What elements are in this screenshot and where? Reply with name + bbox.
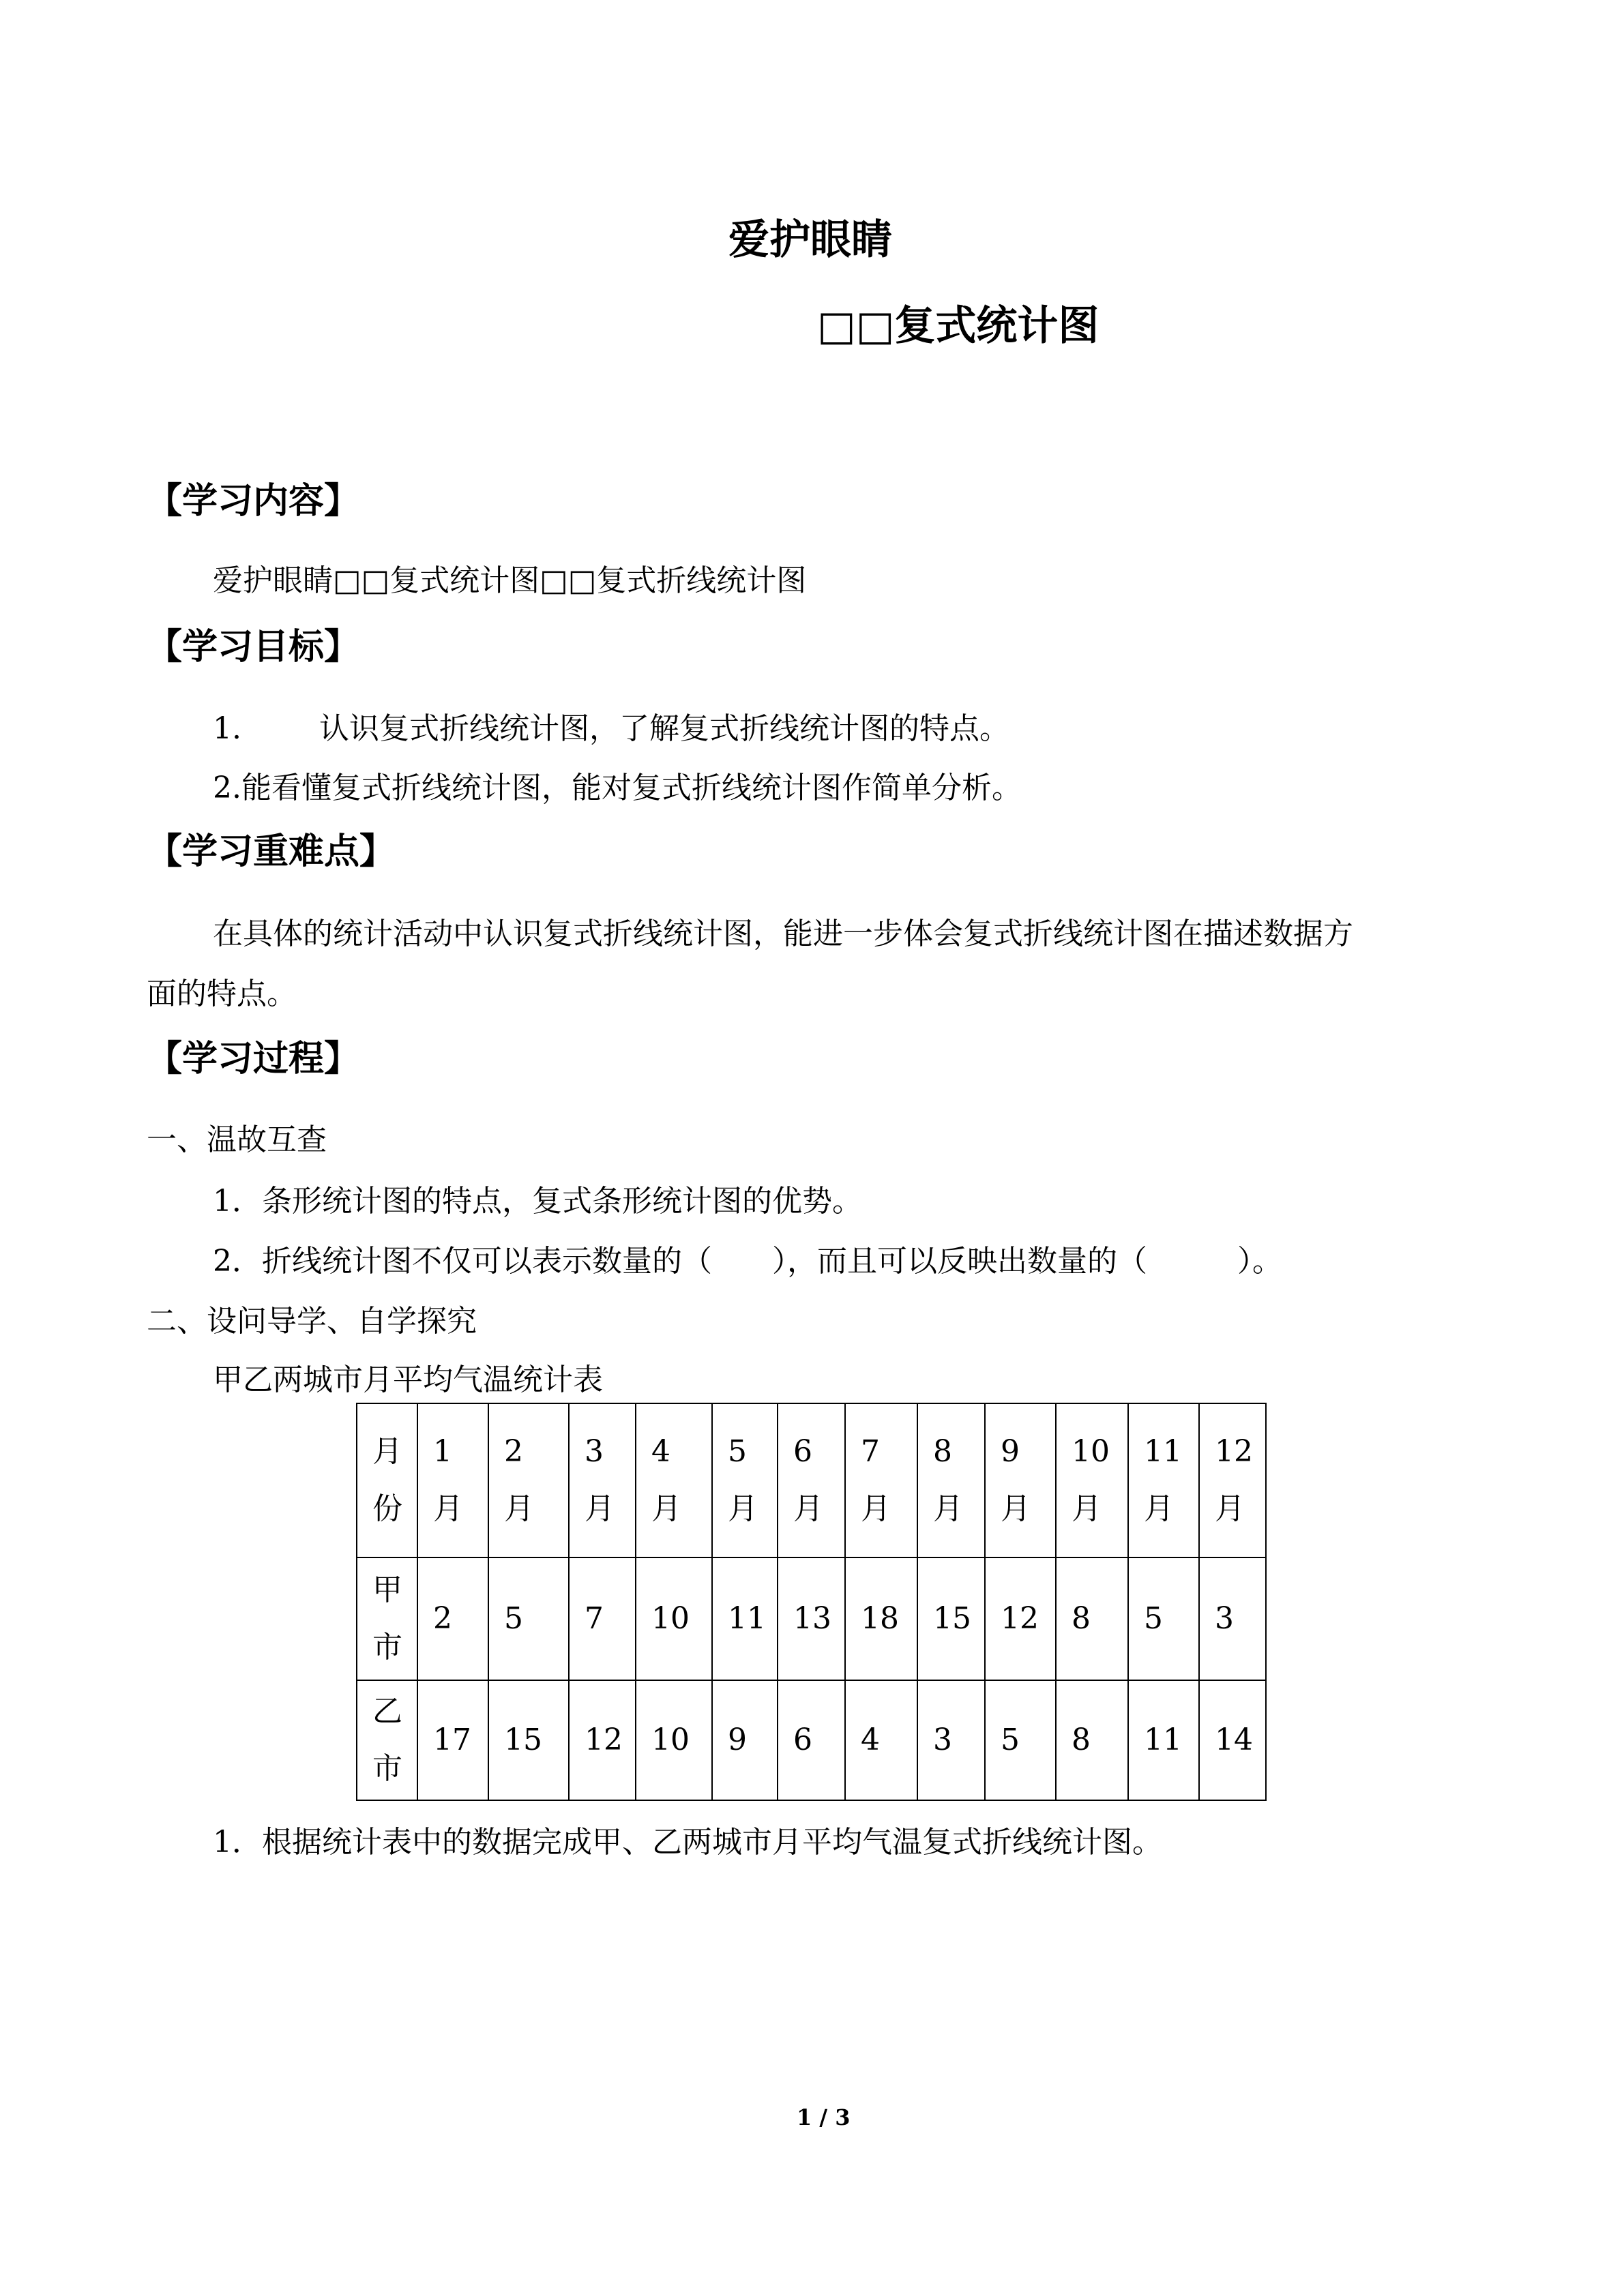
- table-cell: 4: [845, 1680, 917, 1800]
- table-cell: 10: [636, 1680, 712, 1800]
- key-points-line-2: 面的特点。: [147, 976, 297, 1011]
- header-cell-month: 4 月: [636, 1403, 712, 1557]
- header-cell-month: 11 月: [1128, 1403, 1199, 1557]
- goal-item-1: [213, 709, 1009, 749]
- table-cell: 13: [778, 1557, 845, 1680]
- table-cell: 14: [1199, 1680, 1266, 1800]
- header-cell-month: 2 月: [488, 1403, 569, 1557]
- goal-text: 认识复式折线统计图，了解复式折线统计图的特点。: [319, 711, 1009, 746]
- content-heading: 【学习内容】: [147, 480, 360, 522]
- part1-title: 一、温故互查: [147, 1122, 327, 1157]
- part1-item-1: 1．条形统计图的特点，复式条形统计图的优势。: [213, 1184, 862, 1219]
- goal-number: 1.: [213, 711, 241, 746]
- header-cell-month: 12 月: [1199, 1403, 1266, 1557]
- task-instruction: 1．根据统计表中的数据完成甲、乙两城市月平均气温复式折线统计图。: [213, 1825, 1162, 1860]
- table-cell: 8: [1056, 1680, 1128, 1800]
- goal-number: 2.: [213, 771, 241, 805]
- key-points-line-1: 在具体的统计活动中认识复式折线统计图，能进一步体会复式折线统计图在描述数据方: [213, 916, 1353, 951]
- table-cell: 15: [488, 1680, 569, 1800]
- table-cell: 11: [712, 1557, 778, 1680]
- table-cell: 5: [488, 1557, 569, 1680]
- part1-item-2: 2．折线统计图不仅可以表示数量的（ ），而且可以反映出数量的（ ）。: [213, 1244, 1282, 1279]
- header-cell-month: 6 月: [778, 1403, 845, 1557]
- row-label-city-b: 乙 市: [357, 1680, 417, 1800]
- page-subtitle: □□复式统计图: [817, 302, 1099, 350]
- table-cell: 10: [636, 1557, 712, 1680]
- process-heading: 【学习过程】: [147, 1038, 360, 1079]
- header-cell-month: 5 月: [712, 1403, 778, 1557]
- header-cell-month-label: 月 份: [357, 1403, 417, 1557]
- header-cell-month: 1 月: [417, 1403, 488, 1557]
- table-cell: 17: [417, 1680, 488, 1800]
- content-text: 爱护眼睛□□复式统计图□□复式折线统计图: [213, 563, 807, 598]
- table-cell: 7: [569, 1557, 636, 1680]
- table-cell: 3: [1199, 1557, 1266, 1680]
- table-row-city-b: [357, 1680, 1266, 1800]
- table-cell: 15: [917, 1557, 985, 1680]
- table-cell: 5: [985, 1680, 1056, 1800]
- table-cell: 8: [1056, 1557, 1128, 1680]
- goals-heading: 【学习目标】: [147, 626, 360, 668]
- row-label-city-a: 甲 市: [357, 1557, 417, 1680]
- table-cell: 3: [917, 1680, 985, 1800]
- table-caption: 甲乙两城市月平均气温统计表: [213, 1362, 603, 1397]
- key-points-heading: 【学习重难点】: [147, 831, 396, 872]
- table-cell: 12: [569, 1680, 636, 1800]
- goal-text: 能看懂复式折线统计图，能对复式折线统计图作简单分析。: [241, 771, 1022, 805]
- table-cell: 12: [985, 1557, 1056, 1680]
- table-cell: 5: [1128, 1557, 1199, 1680]
- table-cell: 6: [778, 1680, 845, 1800]
- table-cell: 11: [1128, 1680, 1199, 1800]
- goal-item-2: [213, 768, 1022, 809]
- header-cell-month: 10 月: [1056, 1403, 1128, 1557]
- header-cell-month: 9 月: [985, 1403, 1056, 1557]
- header-cell-month: 3 月: [569, 1403, 636, 1557]
- table-cell: 2: [417, 1557, 488, 1680]
- table-cell: 18: [845, 1557, 917, 1680]
- header-cell-month: 8 月: [917, 1403, 985, 1557]
- part2-title: 二、设问导学、自学探究: [147, 1304, 477, 1339]
- header-cell-month: 7 月: [845, 1403, 917, 1557]
- table-row-city-a: [357, 1557, 1266, 1680]
- temperature-table: [356, 1403, 1267, 1801]
- page-number: 1 / 3: [797, 2104, 851, 2130]
- table-header-row: [357, 1403, 1266, 1557]
- table-cell: 9: [712, 1680, 778, 1800]
- page-title: 爱护眼睛: [728, 216, 892, 264]
